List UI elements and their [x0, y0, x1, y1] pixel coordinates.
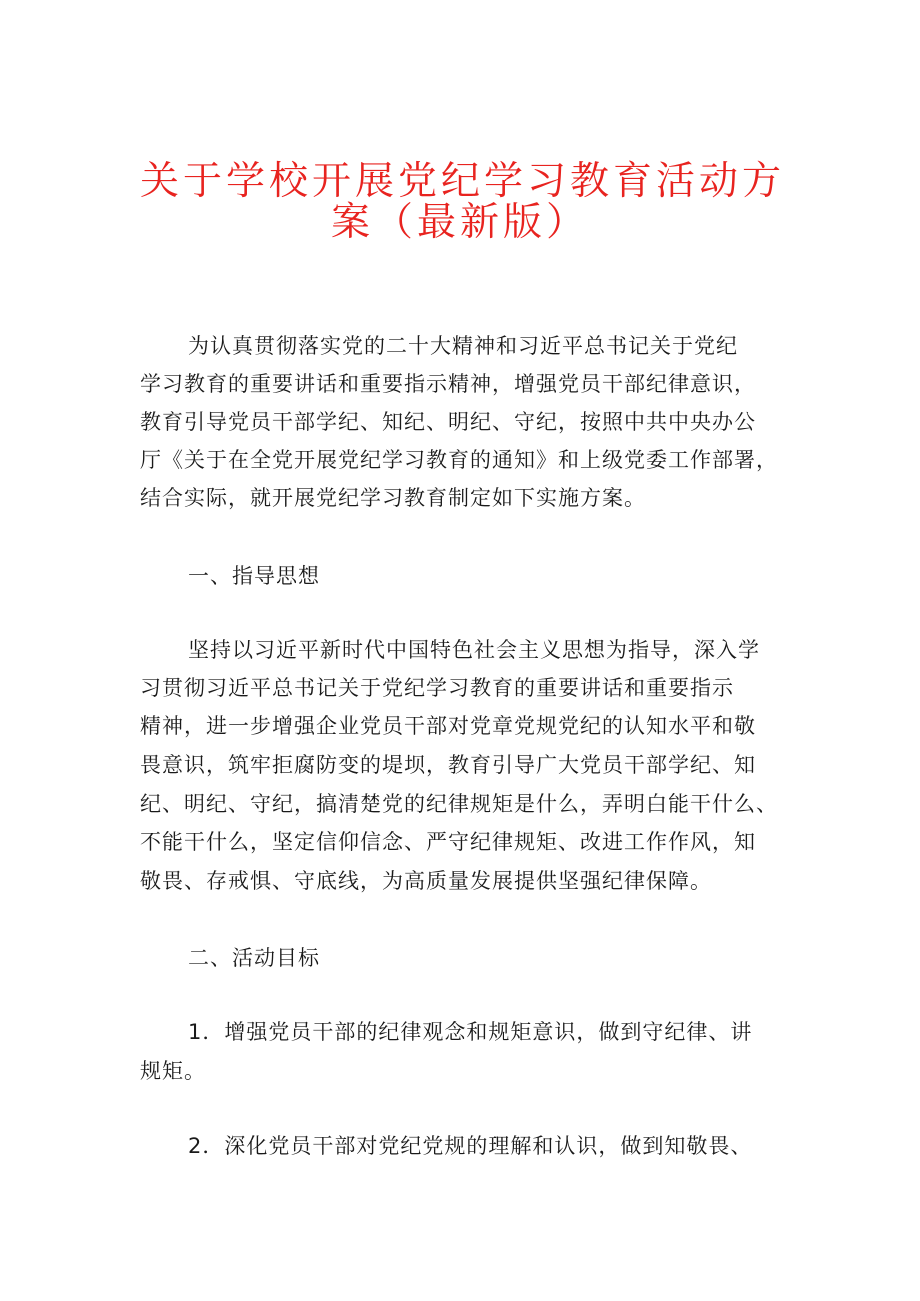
intro-line: 结合实际，就开展党纪学习教育制定如下实施方案。	[140, 486, 646, 510]
section-heading: 二、活动目标	[188, 946, 320, 970]
section1-line: 畏意识，筑牢拒腐防变的堤坝，教育引导广大党员干部学纪、知	[140, 753, 756, 777]
section-heading: 一、指导思想	[188, 564, 320, 588]
intro-line: 教育引导党员干部学纪、知纪、明纪、守纪，按照中共中央办公	[140, 410, 756, 434]
goal-2-line: 2．深化党员干部对党纪党规的理解和认识，做到知敬畏、	[188, 1134, 753, 1158]
intro-line: 为认真贯彻落实党的二十大精神和习近平总书记关于党纪	[188, 334, 738, 358]
section1-line: 敬畏、存戒惧、守底线，为高质量发展提供坚强纪律保障。	[140, 869, 712, 893]
intro-line: 学习教育的重要讲话和重要指示精神，增强党员干部纪律意识，	[140, 372, 756, 396]
section1-line: 不能干什么，坚定信仰信念、严守纪律规矩、改进工作作风，知	[140, 830, 756, 854]
document-title-line-1: 关于学校开展党纪学习教育活动方	[140, 159, 786, 204]
section1-line: 纪、明纪、守纪，搞清楚党的纪律规矩是什么，弄明白能干什么、	[140, 792, 778, 816]
section1-line: 坚持以习近平新时代中国特色社会主义思想为指导，深入学	[188, 638, 760, 662]
section1-line: 习贯彻习近平总书记关于党纪学习教育的重要讲话和重要指示	[140, 676, 734, 700]
document-title-line-2: 案（最新版）	[330, 200, 589, 245]
section1-line: 精神，进一步增强企业党员干部对党章党规党纪的认知水平和敬	[140, 714, 756, 738]
goal-1-line: 1．增强党员干部的纪律观念和规矩意识，做到守纪律、讲	[188, 1020, 753, 1044]
goal-1-line: 规矩。	[140, 1059, 206, 1083]
intro-line: 厅《关于在全党开展党纪学习教育的通知》和上级党委工作部署，	[140, 448, 778, 472]
